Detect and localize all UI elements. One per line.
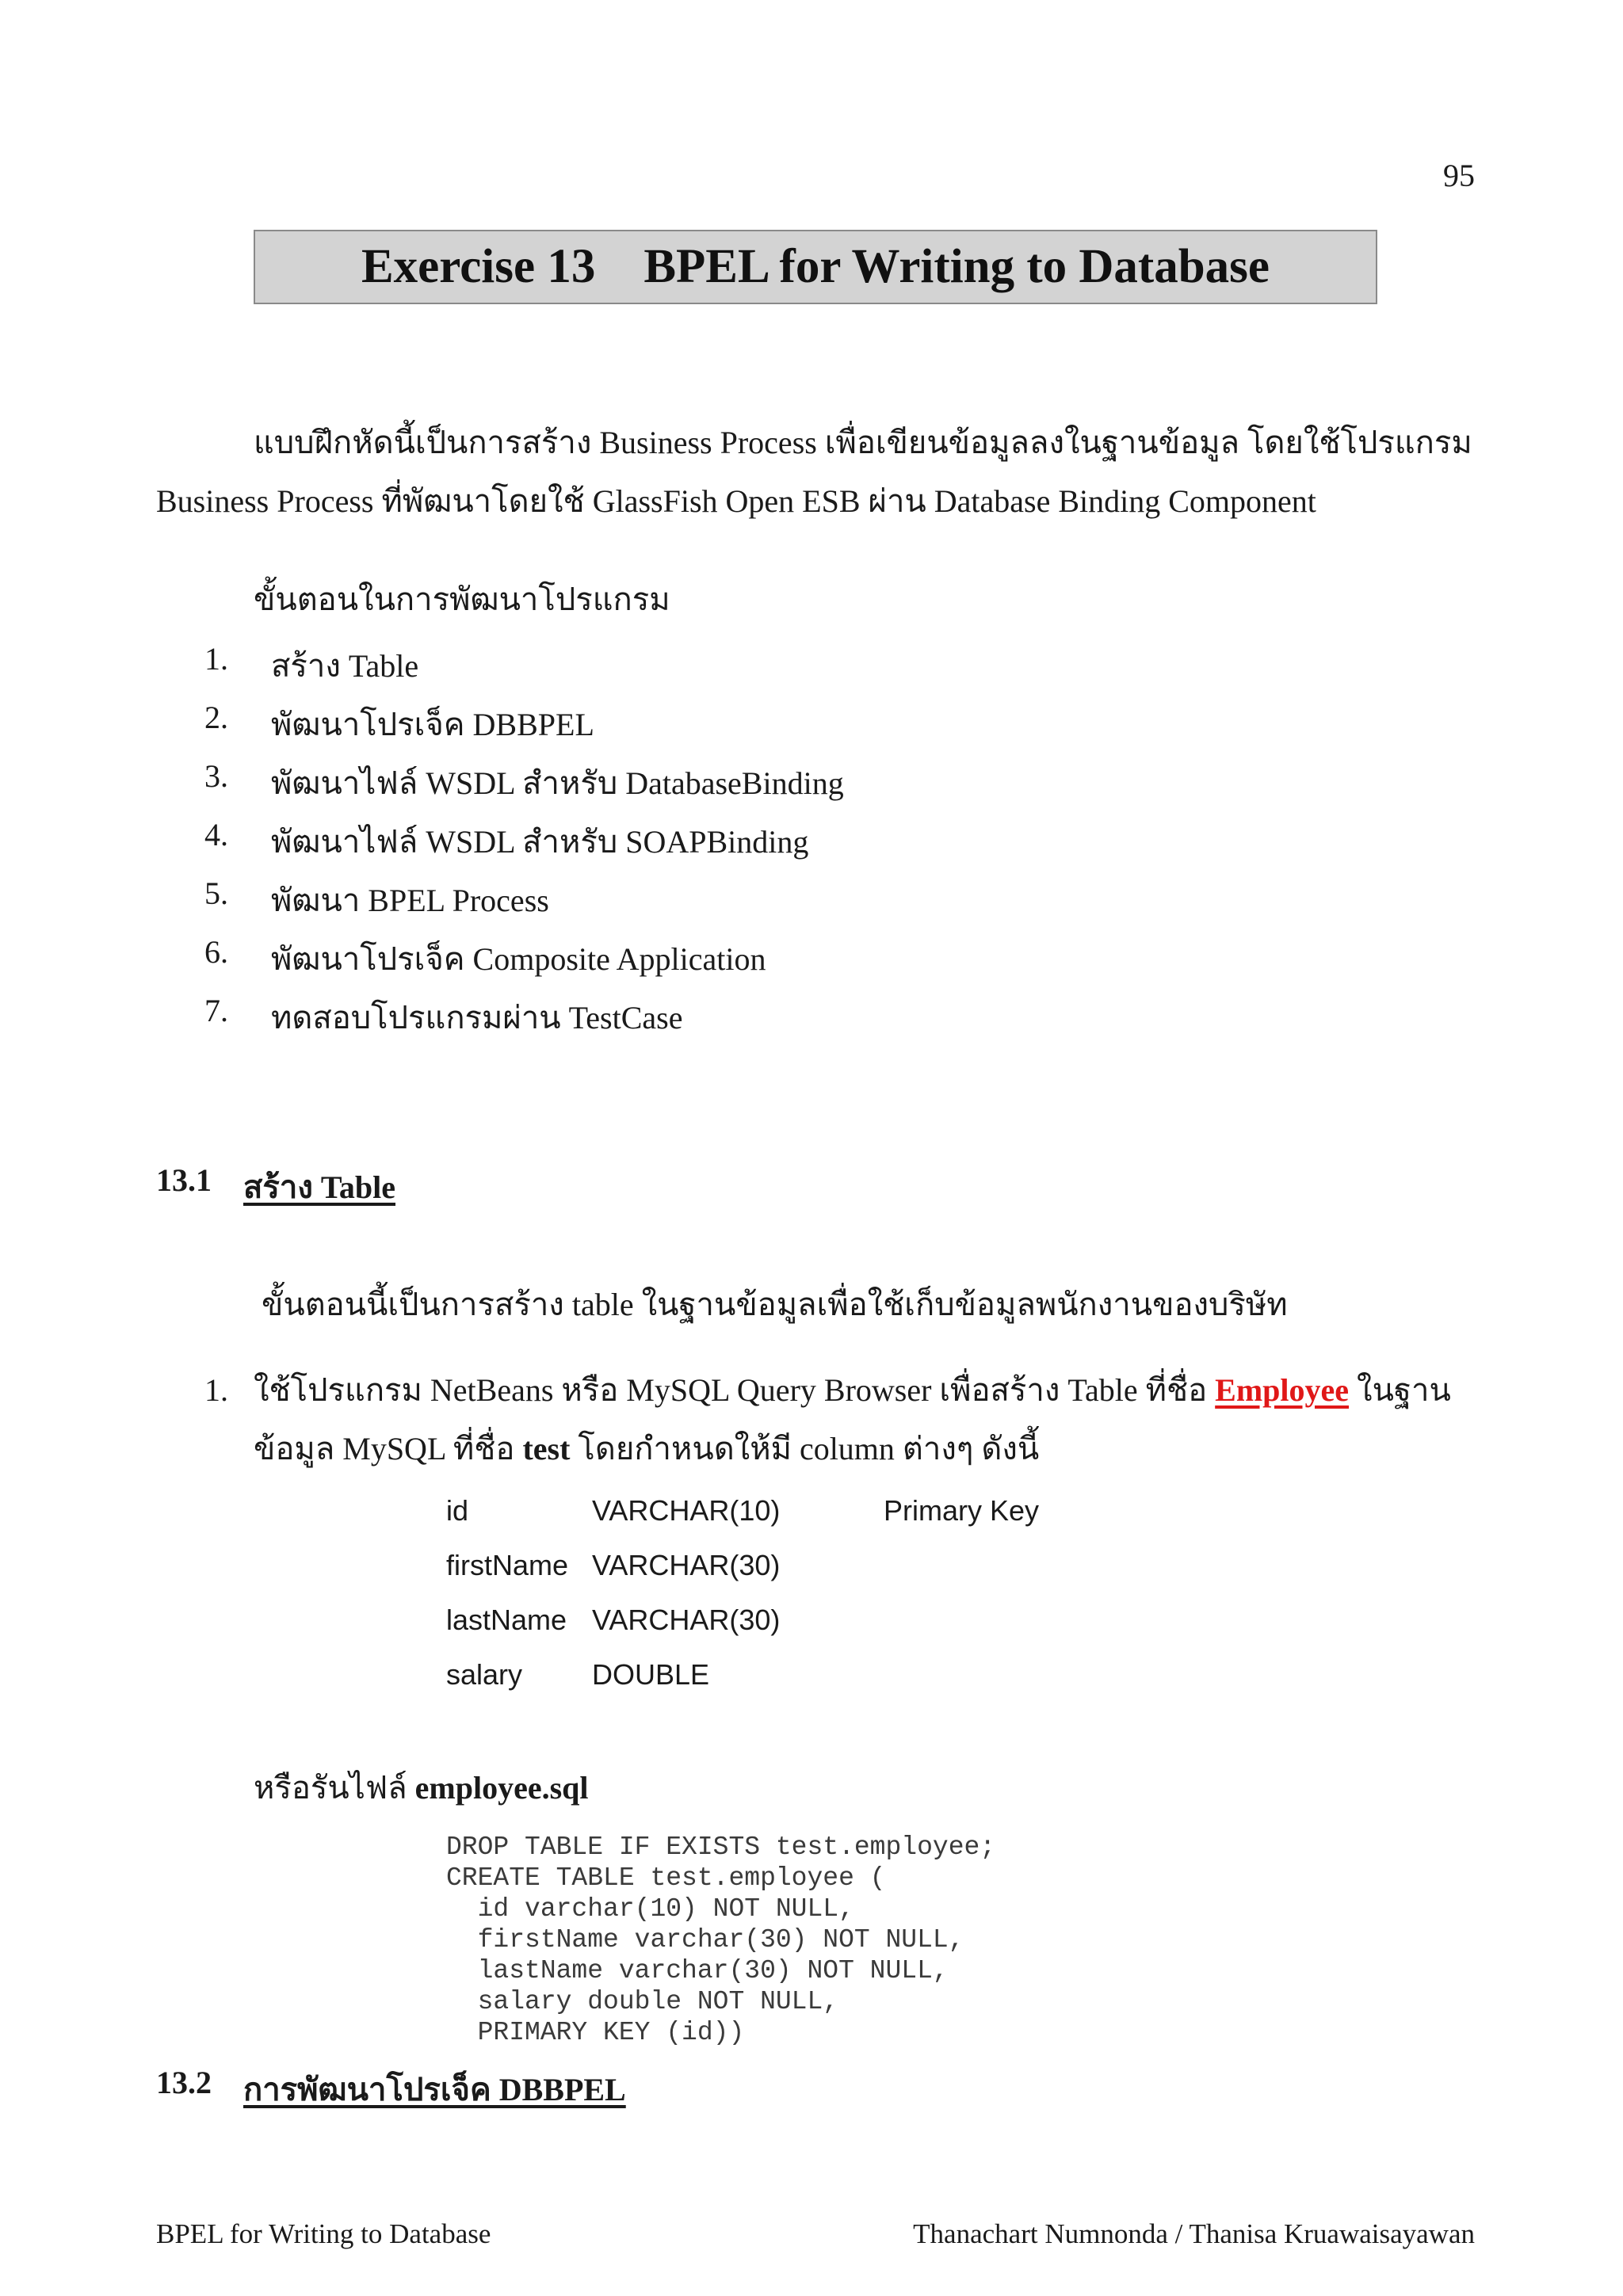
column-name: firstName (446, 1549, 569, 1581)
intro-line-2: Business Process ที่พัฒนาโดยใช้ GlassFish Open ESB ผ่าน Database Binding Component (156, 483, 1316, 519)
section-number: 13.1 (156, 1162, 212, 1198)
table-row (446, 1658, 1159, 1693)
section-13-1-item-line-2: ข้อมูล MySQL ที่ชื่อ test โดยกำหนดให้มี column ต่างๆ ดังนี้ (254, 1431, 1040, 1466)
column-type: VARCHAR(30) (592, 1549, 781, 1581)
step-text: พัฒนาโปรเจ็ค Composite Application (271, 941, 766, 977)
sql-code-block: DROP TABLE IF EXISTS test.employee; CREATE TABLE test.employee ( id varchar(10) NOT NULL, firstName varchar(30) NOT NULL, lastName varchar(30) NOT NULL, salary double NOT NULL, PRIMARY KEY (id)) (446, 1833, 996, 2047)
section-13-1-description: ขั้นตอนนี้เป็นการสร้าง table ในฐานข้อมูลเพื่อใช้เก็บข้อมูลพนักงานของบริษัท (262, 1287, 1288, 1322)
step-text: พัฒนาไฟล์ WSDL สำหรับ SOAPBinding (271, 824, 809, 860)
column-type: VARCHAR(30) (592, 1604, 781, 1636)
column-name: id (446, 1494, 469, 1527)
column-name: salary (446, 1658, 523, 1691)
section-title: สร้าง Table (243, 1169, 396, 1205)
column-type: VARCHAR(10) (592, 1494, 781, 1527)
step-number: 6. (204, 934, 228, 970)
step-text: พัฒนาโปรเจ็ค DBBPEL (271, 707, 594, 742)
table-name-employee: Employee (1215, 1372, 1350, 1408)
column-name: lastName (446, 1604, 567, 1636)
section-13-1-item-line-1: ใช้โปรแกรม NetBeans หรือ MySQL Query Browser เพื่อสร้าง Table ที่ชื่อ Employee ในฐาน (254, 1372, 1451, 1408)
step-number: 4. (204, 817, 228, 852)
section-number: 13.2 (156, 2065, 212, 2100)
exercise-title: Exercise 13 BPEL for Writing to Database (361, 240, 1270, 293)
page-number: 95 (1443, 158, 1475, 193)
section-title: การพัฒนาโปรเจ็ค DBBPEL (243, 2072, 626, 2107)
step-text: สร้าง Table (271, 648, 419, 684)
table-row (446, 1549, 1159, 1584)
step-number: 3. (204, 758, 228, 794)
steps-heading: ขั้นตอนในการพัฒนาโปรแกรม (254, 582, 670, 617)
table-row (446, 1604, 1159, 1638)
step-number: 7. (204, 993, 228, 1028)
column-note: Primary Key (884, 1494, 1040, 1527)
step-text: พัฒนาไฟล์ WSDL สำหรับ DatabaseBinding (271, 765, 844, 801)
section-13-1-item-number: 1. (204, 1372, 228, 1408)
database-name: test (522, 1431, 571, 1466)
or-run-file-line: หรือรันไฟล์ employee.sql (254, 1770, 589, 1806)
column-type: DOUBLE (592, 1658, 710, 1691)
step-number: 1. (204, 641, 228, 677)
footer-document-title: BPEL for Writing to Database (156, 2218, 491, 2249)
step-number: 5. (204, 875, 228, 911)
step-text: พัฒนา BPEL Process (271, 883, 549, 918)
step-text: ทดสอบโปรแกรมผ่าน TestCase (271, 1000, 683, 1035)
footer-authors: Thanachart Numnonda / Thanisa Kruawaisayawan (913, 2218, 1475, 2249)
exercise-title-box (254, 230, 1377, 304)
step-number: 2. (204, 700, 228, 735)
intro-line-1: แบบฝึกหัดนี้เป็นการสร้าง Business Process เพื่อเขียนข้อมูลลงในฐานข้อมูล โดยใช้โปรแกรม (254, 425, 1472, 460)
sql-file-name: employee.sql (414, 1770, 589, 1806)
table-row (446, 1494, 1159, 1529)
